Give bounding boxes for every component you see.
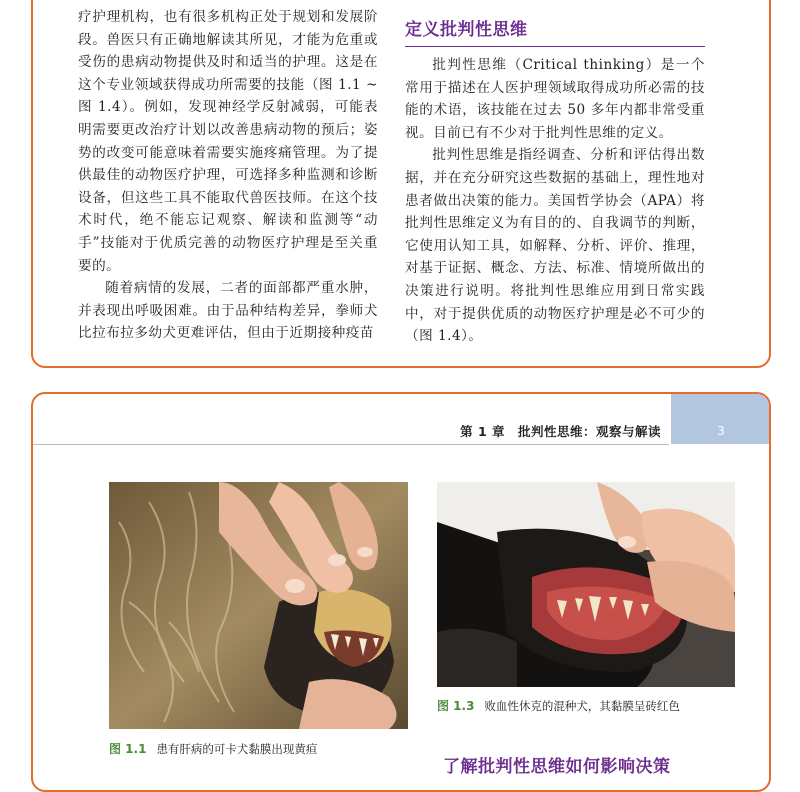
top-page-card — [31, 0, 771, 368]
figure-label: 图 1.1 — [109, 742, 147, 756]
page-number-tab — [671, 394, 771, 444]
figure-1-3-photo — [437, 482, 735, 687]
running-header — [33, 414, 669, 445]
figure-1-1-caption — [109, 740, 317, 757]
figure-1-1-photo — [109, 482, 408, 729]
section-title: 定义批判性思维 — [405, 18, 705, 47]
figure-caption-text: 患有肝病的可卡犬黏膜出现黄疸 — [156, 742, 318, 756]
figure-caption-text: 败血性休克的混种犬，其黏膜呈砖红色 — [484, 699, 680, 713]
figure-1-3-caption — [437, 697, 680, 714]
figure-label: 图 1.3 — [437, 699, 475, 713]
left-paragraph-1: 疗护理机构，也有很多机构正处于规划和发展阶段。兽医只有正确地解读其所见，才能为危重或受伤的患病动物提供及时和适当的护理。这是在这个专业领域获得成功所需要的技能（图 1.1 ~ 图 1.4）。例如，发现神经学反射减弱，可能表明需要更改治疗计划以改善患病动物的预后；姿势的改变可能意味着需要实施疼痛管理。为了提供最佳的动物医疗护理，可选择多种监测和诊断设备，但这些工具不能取代兽医技师。在这个技术时代，绝不能忘记观察、解读和监测等“动手”技能对于优质完善的动物医疗护理是至关重要的。 — [78, 9, 378, 274]
page-number: 3 — [717, 424, 725, 438]
right-paragraph-2: 批判性思维是指经调查、分析和评估得出数据，并在充分研究这些数据的基础上，理性地对患者做出决策的能力。美国哲学协会（APA）将批判性思维定义为有目的的、自我调节的判断，它使用认知工具，如解释、分析、评价、推理，对基于证据、概念、方法、标准、情境所做出的决策进行说明。将批判性思维应用到日常实践中，对于提供优质的动物医疗护理是必不可少的（图 1.4）。 — [405, 147, 705, 345]
next-section-title: 了解批判性思维如何影响决策 — [443, 757, 671, 777]
right-paragraph-1: 批判性思维（Critical thinking）是一个常用于描述在人医护理领域取得成功所必需的技能的术语，该技能在过去 50 多年内都非常受重视。目前已有不少对于批判性思维的定义。 — [405, 57, 705, 141]
right-text-column — [405, 18, 705, 348]
left-text-column — [78, 6, 378, 345]
bottom-page-card — [31, 392, 771, 792]
chapter-title: 第 1 章 批判性思维：观察与解读 — [460, 424, 661, 439]
left-paragraph-2: 随着病情的发展，二者的面部都严重水肿，并表现出呼吸困难。由于品种结构差异，拳师犬比拉布拉多幼犬更难评估，但由于近期接种疫苗 — [78, 280, 378, 342]
